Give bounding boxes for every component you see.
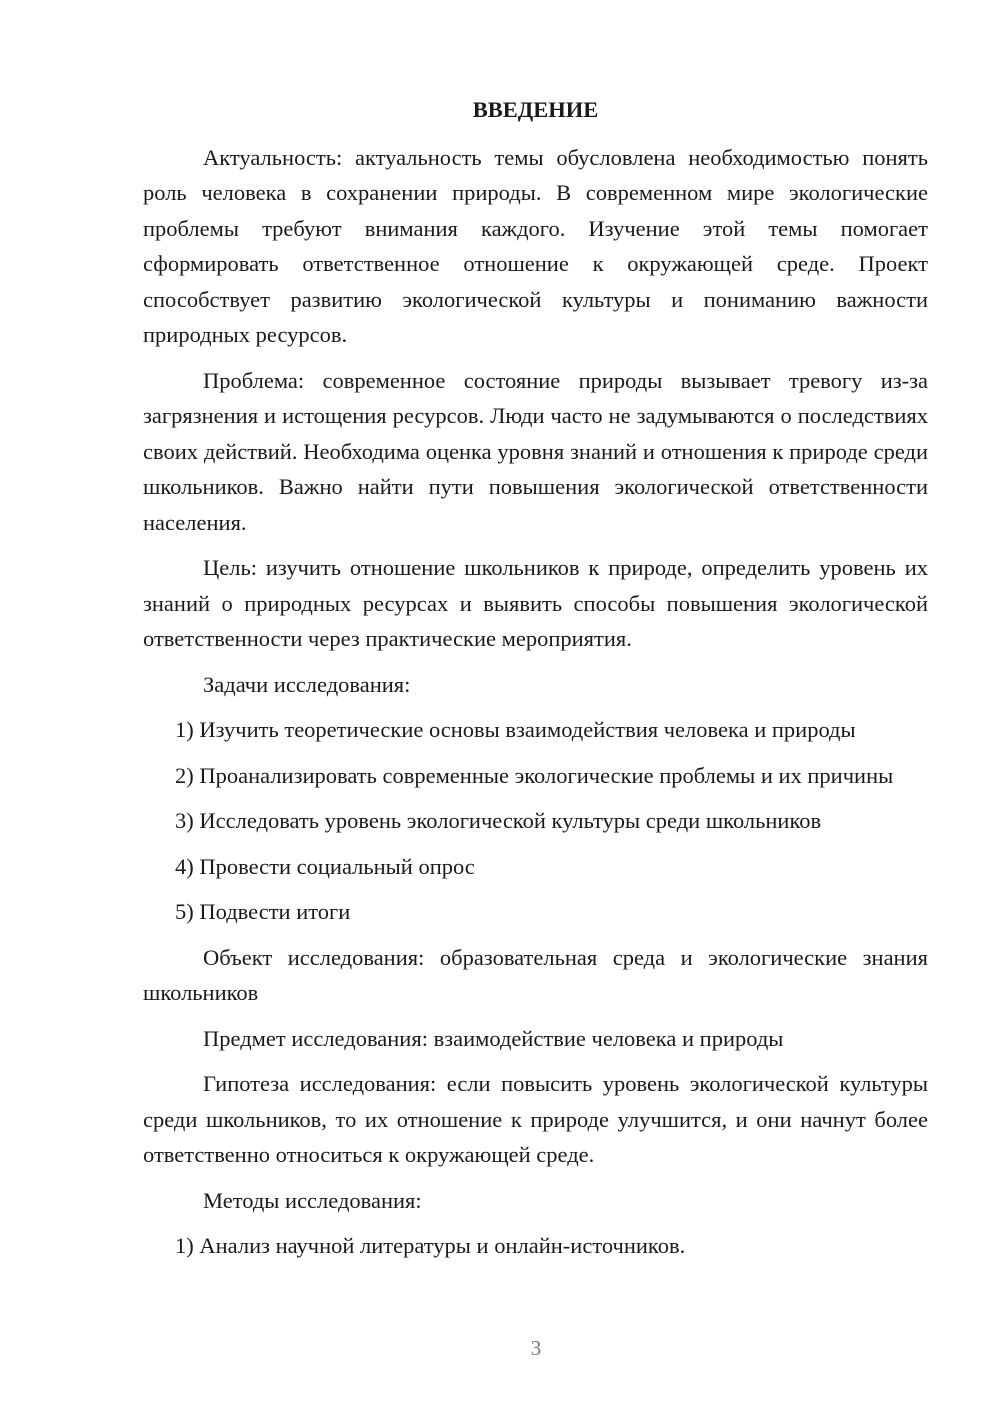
- task-item: 5) Подвести итоги: [175, 899, 351, 924]
- goal-paragraph: Цель: изучить отношение школьников к природе, определить уровень их знаний о природных ресурсах и выявить способы повышения экологической ответственности через практические мероприятия.: [143, 555, 928, 651]
- method-item: 1) Анализ научной литературы и онлайн-источников.: [175, 1233, 686, 1258]
- relevance-paragraph: Актуальность: актуальность темы обусловлена необходимостью понять роль человека в сохранении природы. В современном мире экологические проблемы требуют внимания каждого. Изучение этой темы помогает сформировать ответственное отношение к окружающей среде. Проект способствует развитию экологической культуры и пониманию важности природных ресурсов.: [143, 144, 928, 347]
- task-item: 4) Провести социальный опрос: [175, 853, 475, 879]
- subject-paragraph: Предмет исследования: взаимодействие человека и природы: [203, 1025, 784, 1051]
- task-item: 2) Проанализировать современные экологические проблемы и их причины: [175, 762, 894, 788]
- methods-heading: Методы исследования:: [203, 1187, 422, 1213]
- problem-paragraph: Проблема: современное состояние природы вызывает тревогу из-за загрязнения и истощения ресурсов. Люди часто не задумываются о последствиях своих действий. Необходима оценка уровня знаний и отношения к природе среди школьников. Важно найти пути повышения экологической ответственности населения.: [143, 367, 928, 535]
- page-number: 3: [530, 1336, 542, 1360]
- object-paragraph: Объект исследования: образовательная среда и экологические знания школьников: [143, 944, 928, 1005]
- hypothesis-paragraph: Гипотеза исследования: если повысить уровень экологической культуры среди школьников, то их отношение к природе улучшится, и они начнут более ответственно относиться к окружающей среде.: [143, 1071, 928, 1167]
- page-content: [143, 92, 928, 1274]
- tasks-heading: Задачи исследования:: [203, 671, 411, 697]
- section-title: ВВЕДЕНИЕ: [472, 97, 599, 122]
- task-item: 1) Изучить теоретические основы взаимодействия человека и природы: [175, 717, 856, 742]
- task-item: 3) Исследовать уровень экологической культуры среди школьников: [175, 808, 822, 833]
